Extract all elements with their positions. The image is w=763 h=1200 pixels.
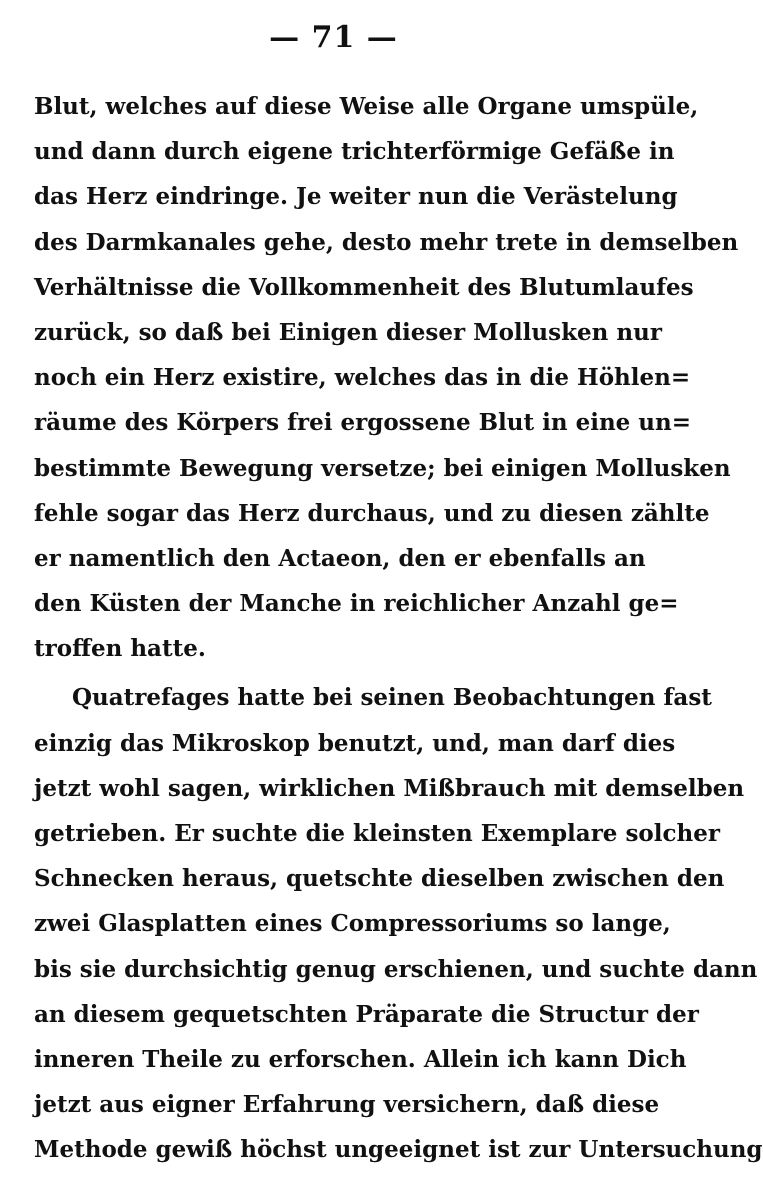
text-line: er namentlich den Actaeon, den er ebenfalls an	[34, 544, 646, 572]
text-line: jetzt aus eigner Erfahrung versichern, daß diese	[34, 1091, 660, 1119]
text-line: räume des Körpers frei ergossene Blut in eine un=	[34, 409, 692, 437]
text-line: Blut, welches auf diese Weise alle Organe umspüle,	[34, 93, 699, 120]
text-line: zwei Glasplatten eines Compressoriums so lange,	[34, 910, 671, 938]
page-number: — 71 —	[269, 20, 398, 55]
text-line: einzig das Mikroskop benutzt, und, man darf dies	[34, 729, 676, 757]
text-line: bestimmte Bewegung versetze; bei einigen Mollusken	[34, 454, 731, 482]
paragraph-2	[34, 675, 763, 1172]
text-line: das Herz eindringe. Je weiter nun die Verästelung	[34, 183, 678, 211]
text-line: den Küsten der Manche in reichlicher Anzahl ge=	[34, 590, 679, 618]
text-line: zurück, so daß bei Einigen dieser Mollusken nur	[34, 318, 662, 346]
text-line: Quatrefages hatte bei seinen Beobachtungen fast	[72, 684, 712, 712]
text-line: Schnecken heraus, quetschte dieselben zwischen den	[34, 865, 725, 893]
text-line: inneren Theile zu erforschen. Allein ich kann Dich	[34, 1045, 687, 1073]
text-line: getrieben. Er suchte die kleinsten Exemplare solcher	[34, 820, 720, 847]
text-line: bis sie durchsichtig genug erschienen, und suchte dann	[34, 955, 758, 983]
text-line: und dann durch eigene trichterförmige Gefäße in	[34, 138, 675, 166]
text-line: Methode gewiß höchst ungeeignet ist zur Untersuchung	[34, 1136, 763, 1164]
text-line: an diesem gequetschten Präparate die Structur der	[34, 1000, 699, 1028]
body-text	[34, 84, 763, 1173]
paragraph-1	[34, 84, 739, 671]
text-line: troffen hatte.	[34, 635, 206, 663]
text-line: Verhältnisse die Vollkommenheit des Blutumlaufes	[34, 273, 694, 301]
text-line: jetzt wohl sagen, wirklichen Mißbrauch mit demselben	[34, 774, 745, 802]
text-line: noch ein Herz existire, welches das in die Höhlen=	[34, 364, 691, 392]
text-line: fehle sogar das Herz durchaus, und zu diesen zählte	[34, 499, 710, 527]
text-line: des Darmkanales gehe, desto mehr trete in demselben	[34, 228, 739, 256]
